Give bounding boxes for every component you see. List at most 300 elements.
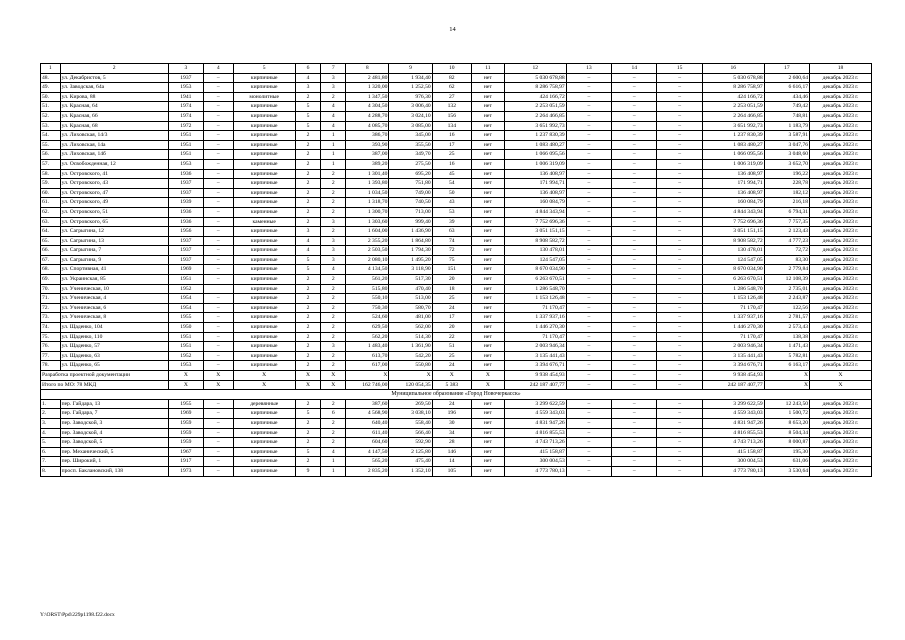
table-cell: 2 503,50 — [346, 246, 389, 256]
table-cell: 3 006,40 — [389, 102, 432, 112]
table-cell: – — [612, 294, 657, 304]
table-cell: 1 495,20 — [389, 255, 432, 265]
table-cell: – — [566, 418, 611, 428]
table-cell: 424 166,72 — [504, 92, 566, 102]
table-cell: 124 547,05 — [702, 255, 764, 265]
table-cell: 386,70 — [346, 131, 389, 141]
table-cell: 6 163,17 — [764, 361, 809, 371]
table-cell: 3 587,91 — [764, 131, 809, 141]
table-cell: – — [612, 111, 657, 121]
table-cell: 2 600,64 — [764, 73, 809, 83]
table-cell: 713,00 — [389, 207, 432, 217]
table-cell: 1 — [321, 457, 346, 467]
table-cell: каменные — [233, 217, 295, 227]
table-cell: 1937 — [168, 246, 203, 256]
table-cell: 2 355,20 — [346, 236, 389, 246]
table-cell: – — [657, 466, 702, 476]
table-cell: 136 408,97 — [702, 188, 764, 198]
table-cell: 1 393,80 — [346, 179, 389, 189]
table-cell: 355,50 — [389, 140, 432, 150]
table-cell: 5 — [295, 255, 321, 265]
table-cell: ул. Спортивная, 41 — [60, 265, 168, 275]
table-cell: – — [657, 351, 702, 361]
column-number: 4 — [203, 64, 233, 74]
table-cell: 72 — [432, 246, 471, 256]
table-cell: – — [566, 92, 611, 102]
table-cell: ул. Щаденко, 65 — [60, 361, 168, 371]
table-cell: – — [657, 255, 702, 265]
table-cell: 3 652,70 — [764, 159, 809, 169]
table-cell: декабрь 2023 г. — [810, 131, 872, 141]
table-cell: 1 347,50 — [346, 92, 389, 102]
table-cell: нет — [471, 73, 504, 83]
table-row — [41, 102, 872, 112]
table-cell: 631,06 — [764, 457, 809, 467]
table-cell: пер. Гайдара, 13 — [60, 399, 168, 409]
table-cell: – — [203, 73, 233, 83]
summary-cell: Х — [810, 371, 872, 381]
table-cell: 481,00 — [389, 313, 432, 323]
table-cell: 228,78 — [764, 179, 809, 189]
table-cell: кирпичные — [233, 438, 295, 448]
table-row — [41, 466, 872, 476]
table-cell: 640,40 — [346, 418, 389, 428]
table-cell: 1 483,40 — [346, 342, 389, 352]
table-cell: 61. — [41, 198, 61, 208]
table-cell: – — [566, 351, 611, 361]
table-cell: 4 147,50 — [346, 447, 389, 457]
table-cell: 2 — [295, 294, 321, 304]
table-cell: ул. Островского, 51 — [60, 207, 168, 217]
table-cell: 22 — [432, 332, 471, 342]
table-cell: – — [203, 342, 233, 352]
table-cell: 1959 — [168, 428, 203, 438]
table-cell: нет — [471, 418, 504, 428]
table-cell: – — [566, 428, 611, 438]
table-cell: кирпичные — [233, 323, 295, 333]
table-cell: 1952 — [168, 351, 203, 361]
table-cell: 8 000,87 — [764, 438, 809, 448]
table-row — [41, 351, 872, 361]
table-cell: 62 — [432, 83, 471, 93]
table-cell: 2 — [321, 361, 346, 371]
table-cell: 6 — [321, 409, 346, 419]
table-cell: 1 — [321, 159, 346, 169]
table-cell: 171 994,71 — [504, 179, 566, 189]
table-cell: нет — [471, 342, 504, 352]
column-number: 15 — [657, 64, 702, 74]
table-cell: – — [203, 179, 233, 189]
table-cell: 53 — [432, 207, 471, 217]
table-cell: – — [203, 361, 233, 371]
table-cell: – — [657, 179, 702, 189]
table-cell: – — [657, 275, 702, 285]
table-cell: 18 — [432, 284, 471, 294]
table-cell: – — [203, 169, 233, 179]
table-cell: 4 — [295, 73, 321, 83]
table-cell: 1 034,50 — [346, 188, 389, 198]
table-cell: 1954 — [168, 294, 203, 304]
table-cell: нет — [471, 447, 504, 457]
table-cell: – — [612, 246, 657, 256]
table-cell: – — [612, 399, 657, 409]
summary-cell: Х — [764, 371, 809, 381]
table-cell: 24 — [432, 399, 471, 409]
table-cell: 1951 — [168, 332, 203, 342]
table-cell: кирпичные — [233, 246, 295, 256]
table-cell: – — [203, 265, 233, 275]
table-cell: кирпичные — [233, 227, 295, 237]
table-cell: 12 243,50 — [764, 399, 809, 409]
table-cell: 74. — [41, 323, 61, 333]
table-cell: нет — [471, 188, 504, 198]
table-cell: 71 170,47 — [504, 332, 566, 342]
table-cell: 57. — [41, 159, 61, 169]
table-cell: 16 — [432, 131, 471, 141]
table-cell: 1 006 319,09 — [504, 159, 566, 169]
table-cell: 1 153 126,48 — [702, 294, 764, 304]
table-cell: 216,18 — [764, 198, 809, 208]
table-cell: 5 — [295, 102, 321, 112]
table-cell: ул. Красная, 64 — [60, 102, 168, 112]
table-cell: ул. Сагрыгина, 12 — [60, 227, 168, 237]
table-cell: кирпичные — [233, 342, 295, 352]
table-cell: – — [612, 102, 657, 112]
table-cell: 3 — [321, 342, 346, 352]
table-cell: 4 773 780,13 — [702, 466, 764, 476]
table-row — [41, 255, 872, 265]
table-cell: 517,30 — [389, 275, 432, 285]
table-cell: декабрь 2023 г. — [810, 399, 872, 409]
table-cell: 20 — [432, 275, 471, 285]
table-row — [41, 447, 872, 457]
table-cell: 2 — [295, 140, 321, 150]
table-cell: 2 735,01 — [764, 284, 809, 294]
table-row — [41, 140, 872, 150]
table-cell: 550,10 — [346, 294, 389, 304]
table-cell: декабрь 2023 г. — [810, 409, 872, 419]
summary-cell: 120 054,35 — [389, 380, 432, 390]
table-cell: 300 004,53 — [504, 457, 566, 467]
table-cell: 4 743 713,26 — [504, 438, 566, 448]
table-cell: кирпичные — [233, 73, 295, 83]
table-cell: ул. Ученическая, 8 — [60, 313, 168, 323]
table-cell: нет — [471, 438, 504, 448]
table-cell: – — [566, 73, 611, 83]
table-cell: – — [657, 303, 702, 313]
table-cell: 30 — [432, 418, 471, 428]
table-cell: – — [612, 342, 657, 352]
table-cell: – — [612, 428, 657, 438]
table-row — [41, 121, 872, 131]
table-row — [41, 294, 872, 304]
table-row — [41, 131, 872, 141]
table-cell: ул. Ученическая, 6 — [60, 303, 168, 313]
table-cell: 4 — [295, 246, 321, 256]
table-cell: 50 — [432, 188, 471, 198]
table-cell: 389,20 — [346, 159, 389, 169]
table-cell: 1 237 830,39 — [504, 131, 566, 141]
table-cell: нет — [471, 313, 504, 323]
table-cell: 562,20 — [346, 332, 389, 342]
table-cell: кирпичные — [233, 313, 295, 323]
table-cell: декабрь 2023 г. — [810, 447, 872, 457]
table-row — [41, 207, 872, 217]
table-row — [41, 227, 872, 237]
table-cell: 146 — [432, 447, 471, 457]
table-cell: ул. Сагрыгина, 7 — [60, 246, 168, 256]
table-cell: – — [657, 438, 702, 448]
table-cell: – — [612, 198, 657, 208]
table-cell: 580,70 — [389, 303, 432, 313]
table-row — [41, 332, 872, 342]
table-cell: 5 — [295, 447, 321, 457]
column-number: 13 — [566, 64, 611, 74]
table-cell: – — [566, 131, 611, 141]
table-cell: 78. — [41, 361, 61, 371]
table-cell: ул. Сагрыгина, 9 — [60, 255, 168, 265]
table-cell: 269,50 — [389, 399, 432, 409]
table-cell: нет — [471, 457, 504, 467]
table-cell: 1967 — [168, 447, 203, 457]
table-cell: 2 — [321, 332, 346, 342]
table-cell: 1951 — [168, 342, 203, 352]
table-cell: нет — [471, 294, 504, 304]
table-cell: ул. Щаденко, 63 — [60, 351, 168, 361]
summary-cell: – — [566, 380, 611, 390]
table-cell: 1936 — [168, 169, 203, 179]
table-cell: 629,50 — [346, 323, 389, 333]
table-cell: кирпичные — [233, 236, 295, 246]
table-cell: – — [203, 409, 233, 419]
table-cell: 2 — [321, 351, 346, 361]
table-cell: – — [566, 332, 611, 342]
table-cell: 171 994,71 — [702, 179, 764, 189]
table-row — [41, 188, 872, 198]
table-cell: 349,70 — [389, 150, 432, 160]
table-cell: 5 030 678,88 — [702, 73, 764, 83]
table-cell: – — [566, 303, 611, 313]
table-cell: 16 — [432, 159, 471, 169]
summary-cell: Х — [295, 371, 321, 381]
table-row — [41, 428, 872, 438]
table-cell: ул. Украинская, 85 — [60, 275, 168, 285]
table-cell: нет — [471, 323, 504, 333]
table-cell: – — [612, 179, 657, 189]
table-cell: 3 024,10 — [389, 111, 432, 121]
table-cell: 72. — [41, 303, 61, 313]
table-cell: декабрь 2023 г. — [810, 418, 872, 428]
table-cell: 1973 — [168, 466, 203, 476]
table-cell: – — [203, 150, 233, 160]
table-cell: декабрь 2023 г. — [810, 169, 872, 179]
table-cell: нет — [471, 332, 504, 342]
table-cell: кирпичные — [233, 198, 295, 208]
table-cell: 1 604,00 — [346, 227, 389, 237]
column-number: 11 — [471, 64, 504, 74]
table-cell: пер. Гайдара, 7 — [60, 409, 168, 419]
table-cell: – — [612, 313, 657, 323]
table-cell: 4 — [321, 111, 346, 121]
table-cell: – — [657, 428, 702, 438]
table-cell: 69. — [41, 275, 61, 285]
table-cell: декабрь 2023 г. — [810, 73, 872, 83]
table-cell: 5. — [41, 438, 61, 448]
table-row — [41, 92, 872, 102]
table-cell: – — [203, 159, 233, 169]
table-cell: 9 — [295, 466, 321, 476]
table-cell: 59. — [41, 179, 61, 189]
table-cell: 592,90 — [389, 438, 432, 448]
table-cell: ул. Островского, 47 — [60, 188, 168, 198]
table-cell: 5 782,81 — [764, 351, 809, 361]
table-cell: – — [203, 102, 233, 112]
table-cell: 3 394 676,71 — [504, 361, 566, 371]
table-cell: – — [657, 323, 702, 333]
table-cell: 749,42 — [764, 102, 809, 112]
table-cell: 1 318,70 — [346, 198, 389, 208]
footer-file-path: Y:\ORST\Ppd\229p1198.f22.docx — [40, 612, 115, 618]
table-cell: 2 — [295, 131, 321, 141]
table-cell: 70. — [41, 284, 61, 294]
table-cell: 2 — [295, 217, 321, 227]
summary-cell: 162 746,00 — [346, 380, 389, 390]
table-cell: – — [566, 198, 611, 208]
table-cell: нет — [471, 466, 504, 476]
table-cell: кирпичные — [233, 332, 295, 342]
table-cell: – — [612, 207, 657, 217]
table-cell: 2 — [295, 313, 321, 323]
table-cell: – — [657, 92, 702, 102]
table-cell: 2 — [295, 207, 321, 217]
table-cell: 2 243,87 — [764, 294, 809, 304]
table-cell: декабрь 2023 г. — [810, 466, 872, 476]
table-cell: кирпичные — [233, 284, 295, 294]
table-cell: 2 — [295, 284, 321, 294]
table-cell: декабрь 2023 г. — [810, 121, 872, 131]
table-cell: 1 — [321, 150, 346, 160]
table-cell: декабрь 2023 г. — [810, 188, 872, 198]
table-cell: 43 — [432, 198, 471, 208]
table-cell: кирпичные — [233, 428, 295, 438]
table-cell: – — [612, 217, 657, 227]
table-cell: 2 — [321, 92, 346, 102]
table-cell: 1941 — [168, 92, 203, 102]
design-documentation-row — [41, 371, 872, 381]
table-cell: 3 038,10 — [389, 409, 432, 419]
table-cell: – — [612, 150, 657, 160]
table-cell: – — [657, 236, 702, 246]
table-cell: 12 108,39 — [764, 275, 809, 285]
table-cell: 1 864,80 — [389, 236, 432, 246]
table-cell: нет — [471, 121, 504, 131]
table-cell: – — [657, 265, 702, 275]
summary-cell: – — [612, 371, 657, 381]
summary-cell: Х — [203, 371, 233, 381]
table-row — [41, 179, 872, 189]
table-cell: 71. — [41, 294, 61, 304]
table-cell: пер. Заводской, 4 — [60, 428, 168, 438]
table-cell: просп. Баклановский, 138 — [60, 466, 168, 476]
table-row — [41, 159, 872, 169]
table-cell: 1 183,79 — [764, 121, 809, 131]
table-cell: 434,46 — [764, 92, 809, 102]
column-number: 8 — [346, 64, 389, 74]
table-cell: 1959 — [168, 438, 203, 448]
table-cell: деревянные — [233, 399, 295, 409]
table-cell: 1969 — [168, 265, 203, 275]
table-cell: 2 — [295, 198, 321, 208]
table-row — [41, 323, 872, 333]
table-cell: 1917 — [168, 457, 203, 467]
table-cell: – — [612, 236, 657, 246]
table-cell: – — [203, 121, 233, 131]
table-cell: – — [612, 409, 657, 419]
table-cell: кирпичные — [233, 83, 295, 93]
table-cell: – — [657, 418, 702, 428]
table-cell: 151 — [432, 265, 471, 275]
table-cell: декабрь 2023 г. — [810, 265, 872, 275]
table-cell: 3 135 441,43 — [504, 351, 566, 361]
table-cell: – — [566, 438, 611, 448]
table-cell: 4 831 947,26 — [702, 418, 764, 428]
table-cell: 424 166,72 — [702, 92, 764, 102]
table-cell: 2 — [295, 179, 321, 189]
table-cell: 2 — [295, 92, 321, 102]
table-cell: – — [657, 246, 702, 256]
table-cell: 3 — [321, 236, 346, 246]
table-cell: – — [612, 92, 657, 102]
table-cell: 130 478,01 — [504, 246, 566, 256]
table-cell: 4 816 855,53 — [504, 428, 566, 438]
table-cell: – — [203, 294, 233, 304]
table-cell: нет — [471, 361, 504, 371]
table-cell: 2 779,84 — [764, 265, 809, 275]
table-cell: кирпичные — [233, 140, 295, 150]
total-row — [41, 380, 872, 390]
table-cell: – — [657, 217, 702, 227]
table-cell: нет — [471, 303, 504, 313]
table-cell: – — [612, 265, 657, 275]
page-number: 14 — [449, 26, 456, 33]
summary-cell: Х — [346, 371, 389, 381]
table-cell: 1 436,90 — [389, 227, 432, 237]
table-cell: декабрь 2023 г. — [810, 207, 872, 217]
table-cell: 49. — [41, 83, 61, 93]
table-cell: 1 471,43 — [764, 342, 809, 352]
table-cell: ул. Красная, 68 — [60, 121, 168, 131]
table-cell: 2 — [295, 323, 321, 333]
table-cell: ул. Островского, 41 — [60, 169, 168, 179]
table-cell: 160 084,79 — [504, 198, 566, 208]
table-cell: 25 — [432, 351, 471, 361]
table-cell: 566,40 — [389, 428, 432, 438]
table-cell: 2 — [295, 159, 321, 169]
table-cell: декабрь 2023 г. — [810, 313, 872, 323]
table-cell: 72,72 — [764, 246, 809, 256]
table-row — [41, 275, 872, 285]
table-cell: – — [203, 303, 233, 313]
table-cell: – — [566, 207, 611, 217]
table-cell: кирпичные — [233, 255, 295, 265]
table-cell: 76. — [41, 342, 61, 352]
table-cell: 1 361,90 — [389, 342, 432, 352]
column-number: 1 — [41, 64, 61, 74]
summary-cell: Х — [321, 380, 346, 390]
table-cell: кирпичные — [233, 447, 295, 457]
table-cell: 604,60 — [346, 438, 389, 448]
table-cell: 1952 — [168, 284, 203, 294]
